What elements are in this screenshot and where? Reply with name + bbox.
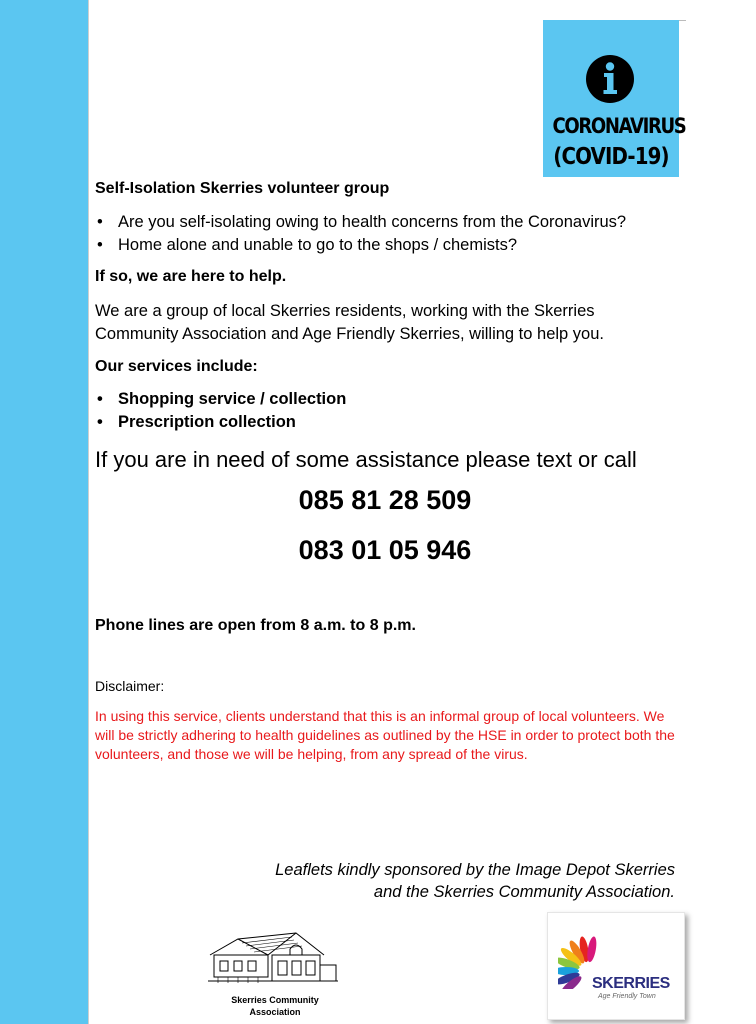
phone-number-1: 085 81 28 509: [298, 485, 472, 515]
afs-logo-tagline: Age Friendly Town: [598, 993, 656, 1000]
info-icon: [585, 54, 635, 104]
phone-number-2: 083 01 05 946: [298, 535, 472, 565]
sponsor-line-1: Leaflets kindly sponsored by the Image Depot Skerries: [275, 861, 675, 879]
sca-logo-line1: Skerries Community: [231, 995, 319, 1005]
coronavirus-badge: [543, 20, 686, 177]
list-item: • Shopping service / collection: [95, 388, 346, 411]
badge-subtitle: (COVID-19): [553, 144, 669, 170]
list-item: • Prescription collection: [95, 411, 346, 434]
services-heading: Our services include:: [95, 358, 258, 375]
sca-logo-caption: [200, 994, 350, 1018]
age-friendly-logo: [547, 912, 685, 1020]
help-heading: If so, we are here to help.: [95, 268, 287, 285]
sponsor-line-2: and the Skerries Community Association.: [373, 883, 675, 901]
question-list: [95, 211, 626, 257]
services-list: [95, 388, 346, 434]
disclaimer-text: In using this service, clients understand that this is an informal group of local volunteers. We will be strictly adhering to health guidelines as outlined by the HSE in order to protect both the volunteers, and those we will be helping, from any spread of the virus.: [95, 708, 675, 762]
page-corner-mark: [678, 20, 686, 21]
assist-text: If you are in need of some assistance please text or call: [95, 447, 637, 472]
intro-paragraph: We are a group of local Skerries residents, working with the Skerries Community Association and Age Friendly Skerries, willing to help you.: [95, 302, 604, 343]
list-item: • Home alone and unable to go to the shops / chemists?: [95, 234, 626, 257]
list-item: • Are you self-isolating owing to health concerns from the Coronavirus?: [95, 211, 626, 234]
hours-text: Phone lines are open from 8 a.m. to 8 p.m.: [95, 617, 416, 634]
badge-title: CORONAVIRUS: [552, 114, 686, 138]
afs-logo-name: SKERRIES: [592, 975, 670, 992]
page-title: Self-Isolation Skerries volunteer group: [95, 180, 390, 197]
disclaimer-label: Disclaimer:: [95, 678, 165, 694]
sca-logo-line2: Association: [249, 1007, 301, 1017]
community-hall-drawing: [208, 925, 338, 987]
